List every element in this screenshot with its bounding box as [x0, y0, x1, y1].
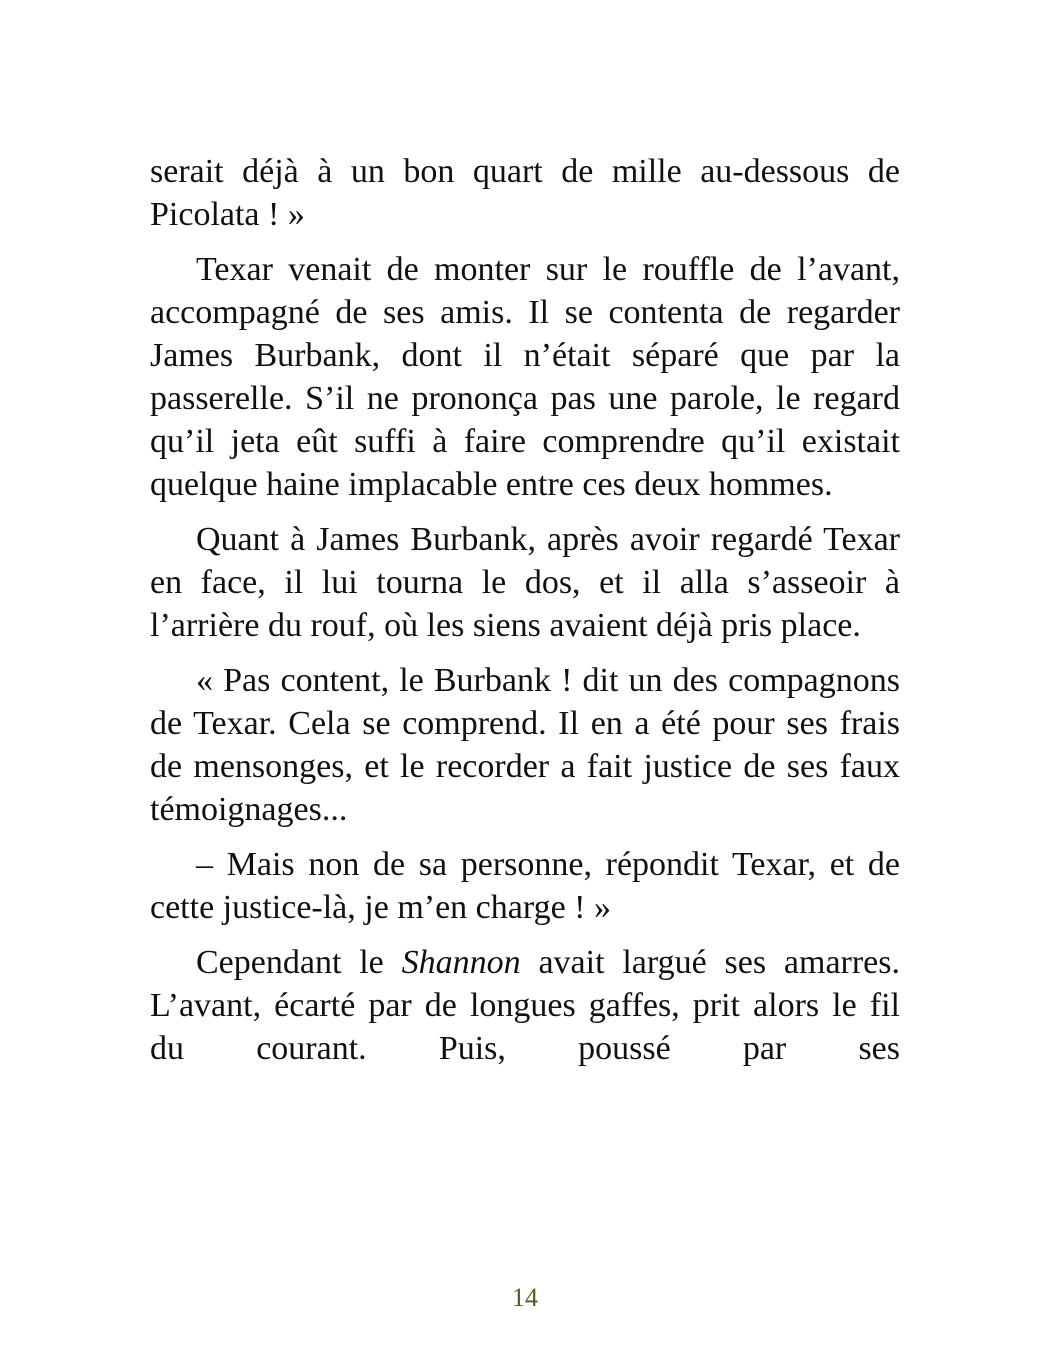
- paragraph: – Mais non de sa personne, répondit Texar, et de cette justice-là, je m’en charge ! »: [150, 846, 900, 926]
- paragraph-text-after: avait largué ses amarres. L’avant, écarté par de longues gaffes, prit alors le fil du courant. Puis, poussé par ses: [150, 944, 901, 1067]
- paragraph-cut-off: [150, 941, 900, 1070]
- paragraph: Texar venait de monter sur le rouffle de l’avant, accompagné de ses amis. Il se contenta de regarder James Burbank, dont il n’était séparé que par la passerelle. S’il ne prononça pas une parole, le regard qu’il jeta eût suffi à faire comprendre qu’il existait quelque haine implacable entre ces deux hommes.: [150, 251, 900, 503]
- page-body: [150, 150, 900, 1082]
- paragraph-continuation: serait déjà à un bon quart de mille au-dessous de Picolata ! »: [150, 153, 900, 233]
- page-number: 14: [512, 1283, 538, 1312]
- ship-name-italic: Shannon: [401, 944, 521, 981]
- paragraph: Quant à James Burbank, après avoir regardé Texar en face, il lui tourna le dos, et il alla s’asseoir à l’arrière du rouf, où les siens avaient déjà pris place.: [150, 521, 900, 644]
- paragraph-text-before: Cependant le: [196, 944, 402, 981]
- paragraph: « Pas content, le Burbank ! dit un des compagnons de Texar. Cela se comprend. Il en a été pour ses frais de mensonges, et le recorder a fait justice de ses faux témoignages...: [150, 662, 900, 828]
